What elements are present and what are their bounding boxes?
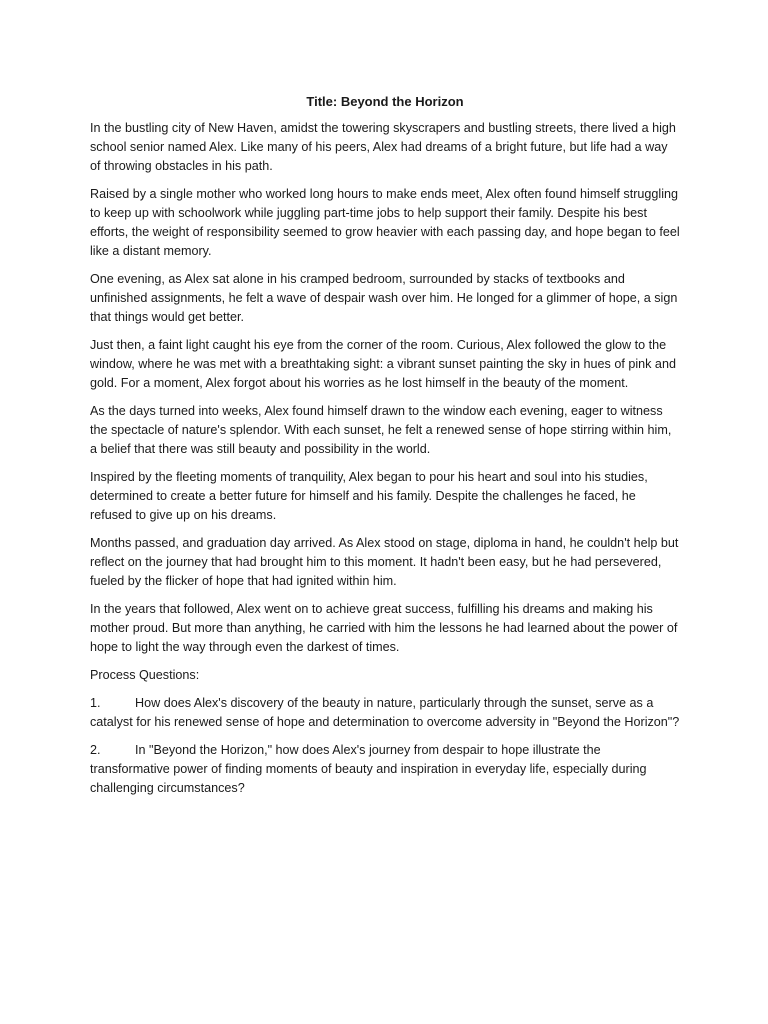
question-number: 2. bbox=[90, 743, 101, 757]
question-text: How does Alex's discovery of the beauty in nature, particularly through the sunset, serve as a catalyst for his renewed sense of hope and determination to overcome adversity in "Beyond the Horizon"? bbox=[90, 696, 680, 729]
process-questions-heading: Process Questions: bbox=[90, 668, 200, 682]
question-number: 1. bbox=[90, 696, 101, 710]
question-1 bbox=[90, 694, 680, 732]
story-paragraph-3: One evening, as Alex sat alone in his cramped bedroom, surrounded by stacks of textbooks and unfinished assignments, he felt a wave of despair wash over him. He longed for a glimmer of hope, a sign that things would get better. bbox=[90, 272, 678, 324]
story-paragraph-8: In the years that followed, Alex went on to achieve great success, fulfilling his dreams and making his mother proud. But more than anything, he carried with him the lessons he had learned about the power of hope to light the way through even the darkest of times. bbox=[90, 602, 678, 654]
story-paragraph-7: Months passed, and graduation day arrived. As Alex stood on stage, diploma in hand, he couldn't help but reflect on the journey that had brought him to this moment. It hadn't been easy, but he had persevered, fueled by the flicker of hope that had ignited within him. bbox=[90, 536, 679, 588]
story-paragraph-5: As the days turned into weeks, Alex found himself drawn to the window each evening, eager to witness the spectacle of nature's splendor. With each sunset, he felt a renewed sense of hope stirring within him, a belief that there was still beauty and possibility in the world. bbox=[90, 404, 672, 456]
story-paragraph-6: Inspired by the fleeting moments of tranquility, Alex began to pour his heart and soul into his studies, determined to create a better future for himself and his family. Despite the challenges he faced, he refused to give up on his dreams. bbox=[90, 470, 648, 522]
question-2 bbox=[90, 741, 680, 798]
document-page bbox=[90, 92, 680, 807]
document-title: Title: Beyond the Horizon bbox=[306, 94, 464, 109]
story-paragraph-1: In the bustling city of New Haven, amidst the towering skyscrapers and bustling streets, there lived a high school senior named Alex. Like many of his peers, Alex had dreams of a bright future, but life had a way of throwing obstacles in his path. bbox=[90, 121, 676, 173]
question-text: In "Beyond the Horizon," how does Alex's journey from despair to hope illustrate the transformative power of finding moments of beauty and inspiration in everyday life, especially during challenging circumstances? bbox=[90, 743, 647, 795]
story-paragraph-2: Raised by a single mother who worked long hours to make ends meet, Alex often found himself struggling to keep up with schoolwork while juggling part-time jobs to help support their family. Despite his best efforts, the weight of responsibility seemed to grow heavier with each passing day, and hope began to feel like a distant memory. bbox=[90, 187, 680, 258]
story-paragraph-4: Just then, a faint light caught his eye from the corner of the room. Curious, Alex followed the glow to the window, where he was met with a breathtaking sight: a vibrant sunset painting the sky in hues of pink and gold. For a moment, Alex forgot about his worries as he lost himself in the beauty of the moment. bbox=[90, 338, 676, 390]
